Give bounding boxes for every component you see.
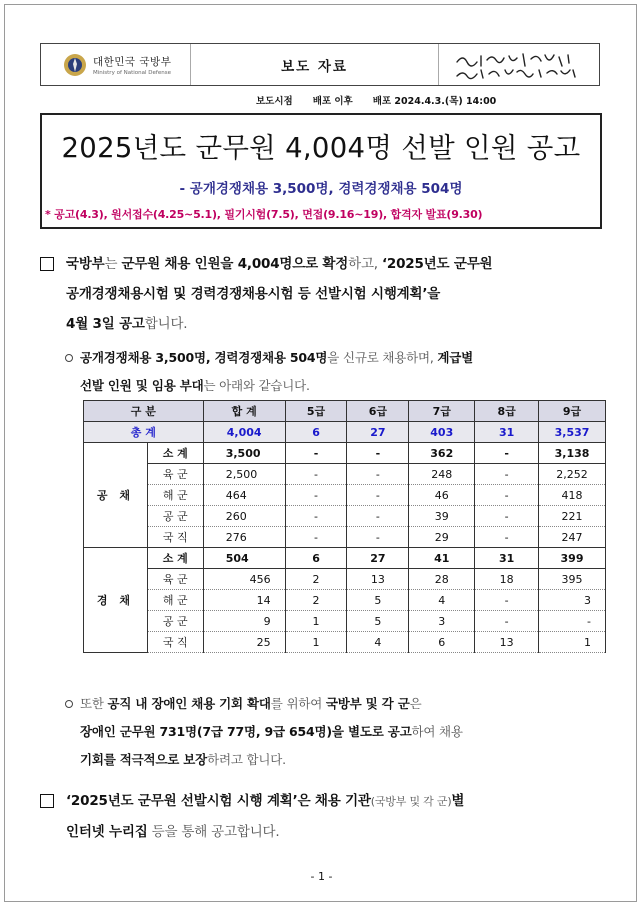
p1-text-b: 는 xyxy=(104,256,122,272)
cell: - xyxy=(475,485,539,506)
recruitment-table xyxy=(83,400,606,653)
circle-bullet-icon xyxy=(65,700,73,708)
p2-line2-b: 는 아래와 같습니다. xyxy=(203,378,310,393)
p2-line2-a: 선발 인원 및 임용 부대 xyxy=(80,378,204,393)
paragraph-2 xyxy=(80,344,610,400)
cell: 2 xyxy=(285,590,347,611)
cell: - xyxy=(285,443,347,464)
cell: 6 xyxy=(285,548,347,569)
cell: 5 xyxy=(347,590,409,611)
cell: - xyxy=(347,464,409,485)
cell: 399 xyxy=(539,548,606,569)
cell: 1 xyxy=(285,611,347,632)
cell: 3,138 xyxy=(539,443,606,464)
p3-line1-b: 공직 내 장애인 채용 기회 확대 xyxy=(107,696,271,711)
cell: 28 xyxy=(409,569,475,590)
p4-line1-a: ‘2025년도 군무원 선발시험 시행 계획’은 채용 기관 xyxy=(66,793,371,809)
cell: 1 xyxy=(285,632,347,653)
cell: - xyxy=(285,506,347,527)
org-name-en: Ministry of National Defense xyxy=(93,69,171,76)
cell: 248 xyxy=(409,464,475,485)
schedule-note: * 공고(4.3), 원서접수(4.25~5.1), 필기시험(7.5), 면접(9.16~19), 합격자 발표(9.30) xyxy=(45,208,483,221)
org-name-ko: 대한민국 국방부 xyxy=(93,55,172,68)
th-grade8: 8급 xyxy=(475,401,539,422)
cell: 31 xyxy=(475,548,539,569)
p4-line2-a: 인터넷 누리집 xyxy=(66,824,148,840)
release-timing: 배포 이후 xyxy=(312,96,353,107)
table-row xyxy=(84,548,606,569)
doc-type: 보도 자료 xyxy=(191,44,439,85)
cell: 418 xyxy=(539,485,606,506)
total-g9: 3,537 xyxy=(539,422,606,443)
cell: 14 xyxy=(203,590,285,611)
p3-line1-c: 를 위하여 xyxy=(270,696,326,711)
cell: 221 xyxy=(539,506,606,527)
table-total-row xyxy=(84,422,606,443)
cell: - xyxy=(475,527,539,548)
p2-line1-a: 공개경쟁채용 3,500명, 경력경쟁채용 504명 xyxy=(80,350,328,365)
cell: - xyxy=(475,590,539,611)
table-row xyxy=(84,443,606,464)
cell: 6 xyxy=(409,632,475,653)
p3-line1-a: 또한 xyxy=(80,696,108,711)
square-bullet-icon xyxy=(40,794,54,808)
table-row xyxy=(84,569,606,590)
th-grade9: 9급 xyxy=(539,401,606,422)
group-career: 경 채 xyxy=(84,548,148,653)
p4-line1-c: 별 xyxy=(451,793,465,809)
total-g8: 31 xyxy=(475,422,539,443)
cell: 464 xyxy=(203,485,285,506)
cell: - xyxy=(347,506,409,527)
row-label: 해 군 xyxy=(147,590,203,611)
cell: - xyxy=(285,464,347,485)
cell: 260 xyxy=(203,506,285,527)
table-row xyxy=(84,590,606,611)
cell: - xyxy=(475,611,539,632)
p3-line2-b: 하여 채용 xyxy=(411,724,463,739)
row-label: 육 군 xyxy=(147,464,203,485)
cell: - xyxy=(475,506,539,527)
cell: - xyxy=(347,485,409,506)
cell: 3 xyxy=(409,611,475,632)
cell: 1 xyxy=(539,632,606,653)
org-block xyxy=(41,44,191,85)
th-category: 구 분 xyxy=(84,401,204,422)
p3-line1-d: 국방부 및 각 군 xyxy=(325,696,410,711)
cell: 247 xyxy=(539,527,606,548)
row-label: 국 직 xyxy=(147,632,203,653)
p1-line3-b: 합니다. xyxy=(144,316,188,332)
square-bullet-icon xyxy=(40,257,54,271)
p3-line1-e: 은 xyxy=(409,696,422,711)
cell: 39 xyxy=(409,506,475,527)
cell: 362 xyxy=(409,443,475,464)
cell: 4 xyxy=(347,632,409,653)
p1-text-c: 군무원 채용 인원을 4,004명으로 확정 xyxy=(121,256,349,272)
cell: 2 xyxy=(285,569,347,590)
cell: 3,500 xyxy=(203,443,285,464)
circle-bullet-icon xyxy=(65,354,73,362)
cell: 395 xyxy=(539,569,606,590)
row-label: 소 계 xyxy=(147,548,203,569)
total-g5: 6 xyxy=(285,422,347,443)
row-label: 해 군 xyxy=(147,485,203,506)
cell: - xyxy=(347,443,409,464)
p3-line3-a: 기회를 적극적으로 보장 xyxy=(80,752,208,767)
slogan xyxy=(439,44,599,85)
table-row xyxy=(84,485,606,506)
cell: 3 xyxy=(539,590,606,611)
cell: 2,500 xyxy=(203,464,285,485)
p4-line2-b: 등을 통해 공고합니다. xyxy=(147,824,280,840)
p3-line2-a: 장애인 군무원 731명(7급 77명, 9급 654명)을 별도로 공고 xyxy=(80,724,412,739)
slogan-handwriting xyxy=(453,50,583,80)
cell: 456 xyxy=(203,569,285,590)
cell: 29 xyxy=(409,527,475,548)
total-g6: 27 xyxy=(347,422,409,443)
paragraph-4 xyxy=(66,786,606,847)
cell: 2,252 xyxy=(539,464,606,485)
cell: - xyxy=(475,464,539,485)
cell: - xyxy=(475,443,539,464)
cell: 504 xyxy=(203,548,285,569)
paragraph-1 xyxy=(66,249,606,339)
cell: 46 xyxy=(409,485,475,506)
total-g7: 403 xyxy=(409,422,475,443)
press-header xyxy=(40,43,600,86)
title-box xyxy=(40,113,602,229)
p1-text-e: ‘2025년도 군무원 xyxy=(381,256,493,272)
table-row xyxy=(84,464,606,485)
cell: - xyxy=(285,485,347,506)
row-label: 공 군 xyxy=(147,611,203,632)
th-total: 합 계 xyxy=(203,401,285,422)
table-row xyxy=(84,506,606,527)
total-sum: 4,004 xyxy=(203,422,285,443)
p2-line1-c: 계급별 xyxy=(437,350,474,365)
table-row xyxy=(84,632,606,653)
cell: - xyxy=(539,611,606,632)
p3-line3-b: 하려고 합니다. xyxy=(207,752,286,767)
cell: 18 xyxy=(475,569,539,590)
p1-line3-a: 4월 3일 공고 xyxy=(66,316,145,332)
p1-text-d: 하고, xyxy=(348,256,382,272)
row-label: 국 직 xyxy=(147,527,203,548)
cell: 13 xyxy=(475,632,539,653)
release-date: 배포 2024.4.3.(목) 14:00 xyxy=(372,96,497,107)
page-number: - 1 - xyxy=(310,870,333,883)
p1-line2: 공개경쟁채용시험 및 경력경쟁채용시험 등 선발시험 시행계획’을 xyxy=(66,286,441,302)
cell: 27 xyxy=(347,548,409,569)
cell: 13 xyxy=(347,569,409,590)
cell: - xyxy=(347,527,409,548)
table-row xyxy=(84,527,606,548)
p1-ministry: 국방부 xyxy=(66,256,105,272)
row-label: 육 군 xyxy=(147,569,203,590)
subtitle: - 공개경쟁채용 3,500명, 경력경쟁채용 504명 xyxy=(179,181,463,197)
page-title: 2025년도 군무원 4,004명 선발 인원 공고 xyxy=(61,132,581,164)
cell: 276 xyxy=(203,527,285,548)
cell: - xyxy=(285,527,347,548)
table-row xyxy=(84,611,606,632)
th-grade7: 7급 xyxy=(409,401,475,422)
group-open: 공 채 xyxy=(84,443,148,548)
p4-line1-b: (국방부 및 각 군) xyxy=(370,795,452,808)
table-header xyxy=(84,401,606,422)
release-info xyxy=(256,93,496,107)
row-label: 공 군 xyxy=(147,506,203,527)
cell: 5 xyxy=(347,611,409,632)
cell: 25 xyxy=(203,632,285,653)
th-grade6: 6급 xyxy=(347,401,409,422)
total-label: 총 계 xyxy=(84,422,204,443)
cell: 9 xyxy=(203,611,285,632)
cell: 41 xyxy=(409,548,475,569)
ministry-emblem-icon xyxy=(63,53,87,77)
p2-line1-b: 을 신규로 채용하며, xyxy=(327,350,438,365)
paragraph-3 xyxy=(80,690,610,774)
release-label: 보도시점 xyxy=(256,96,293,107)
cell: 4 xyxy=(409,590,475,611)
th-grade5: 5급 xyxy=(285,401,347,422)
row-label: 소 계 xyxy=(147,443,203,464)
